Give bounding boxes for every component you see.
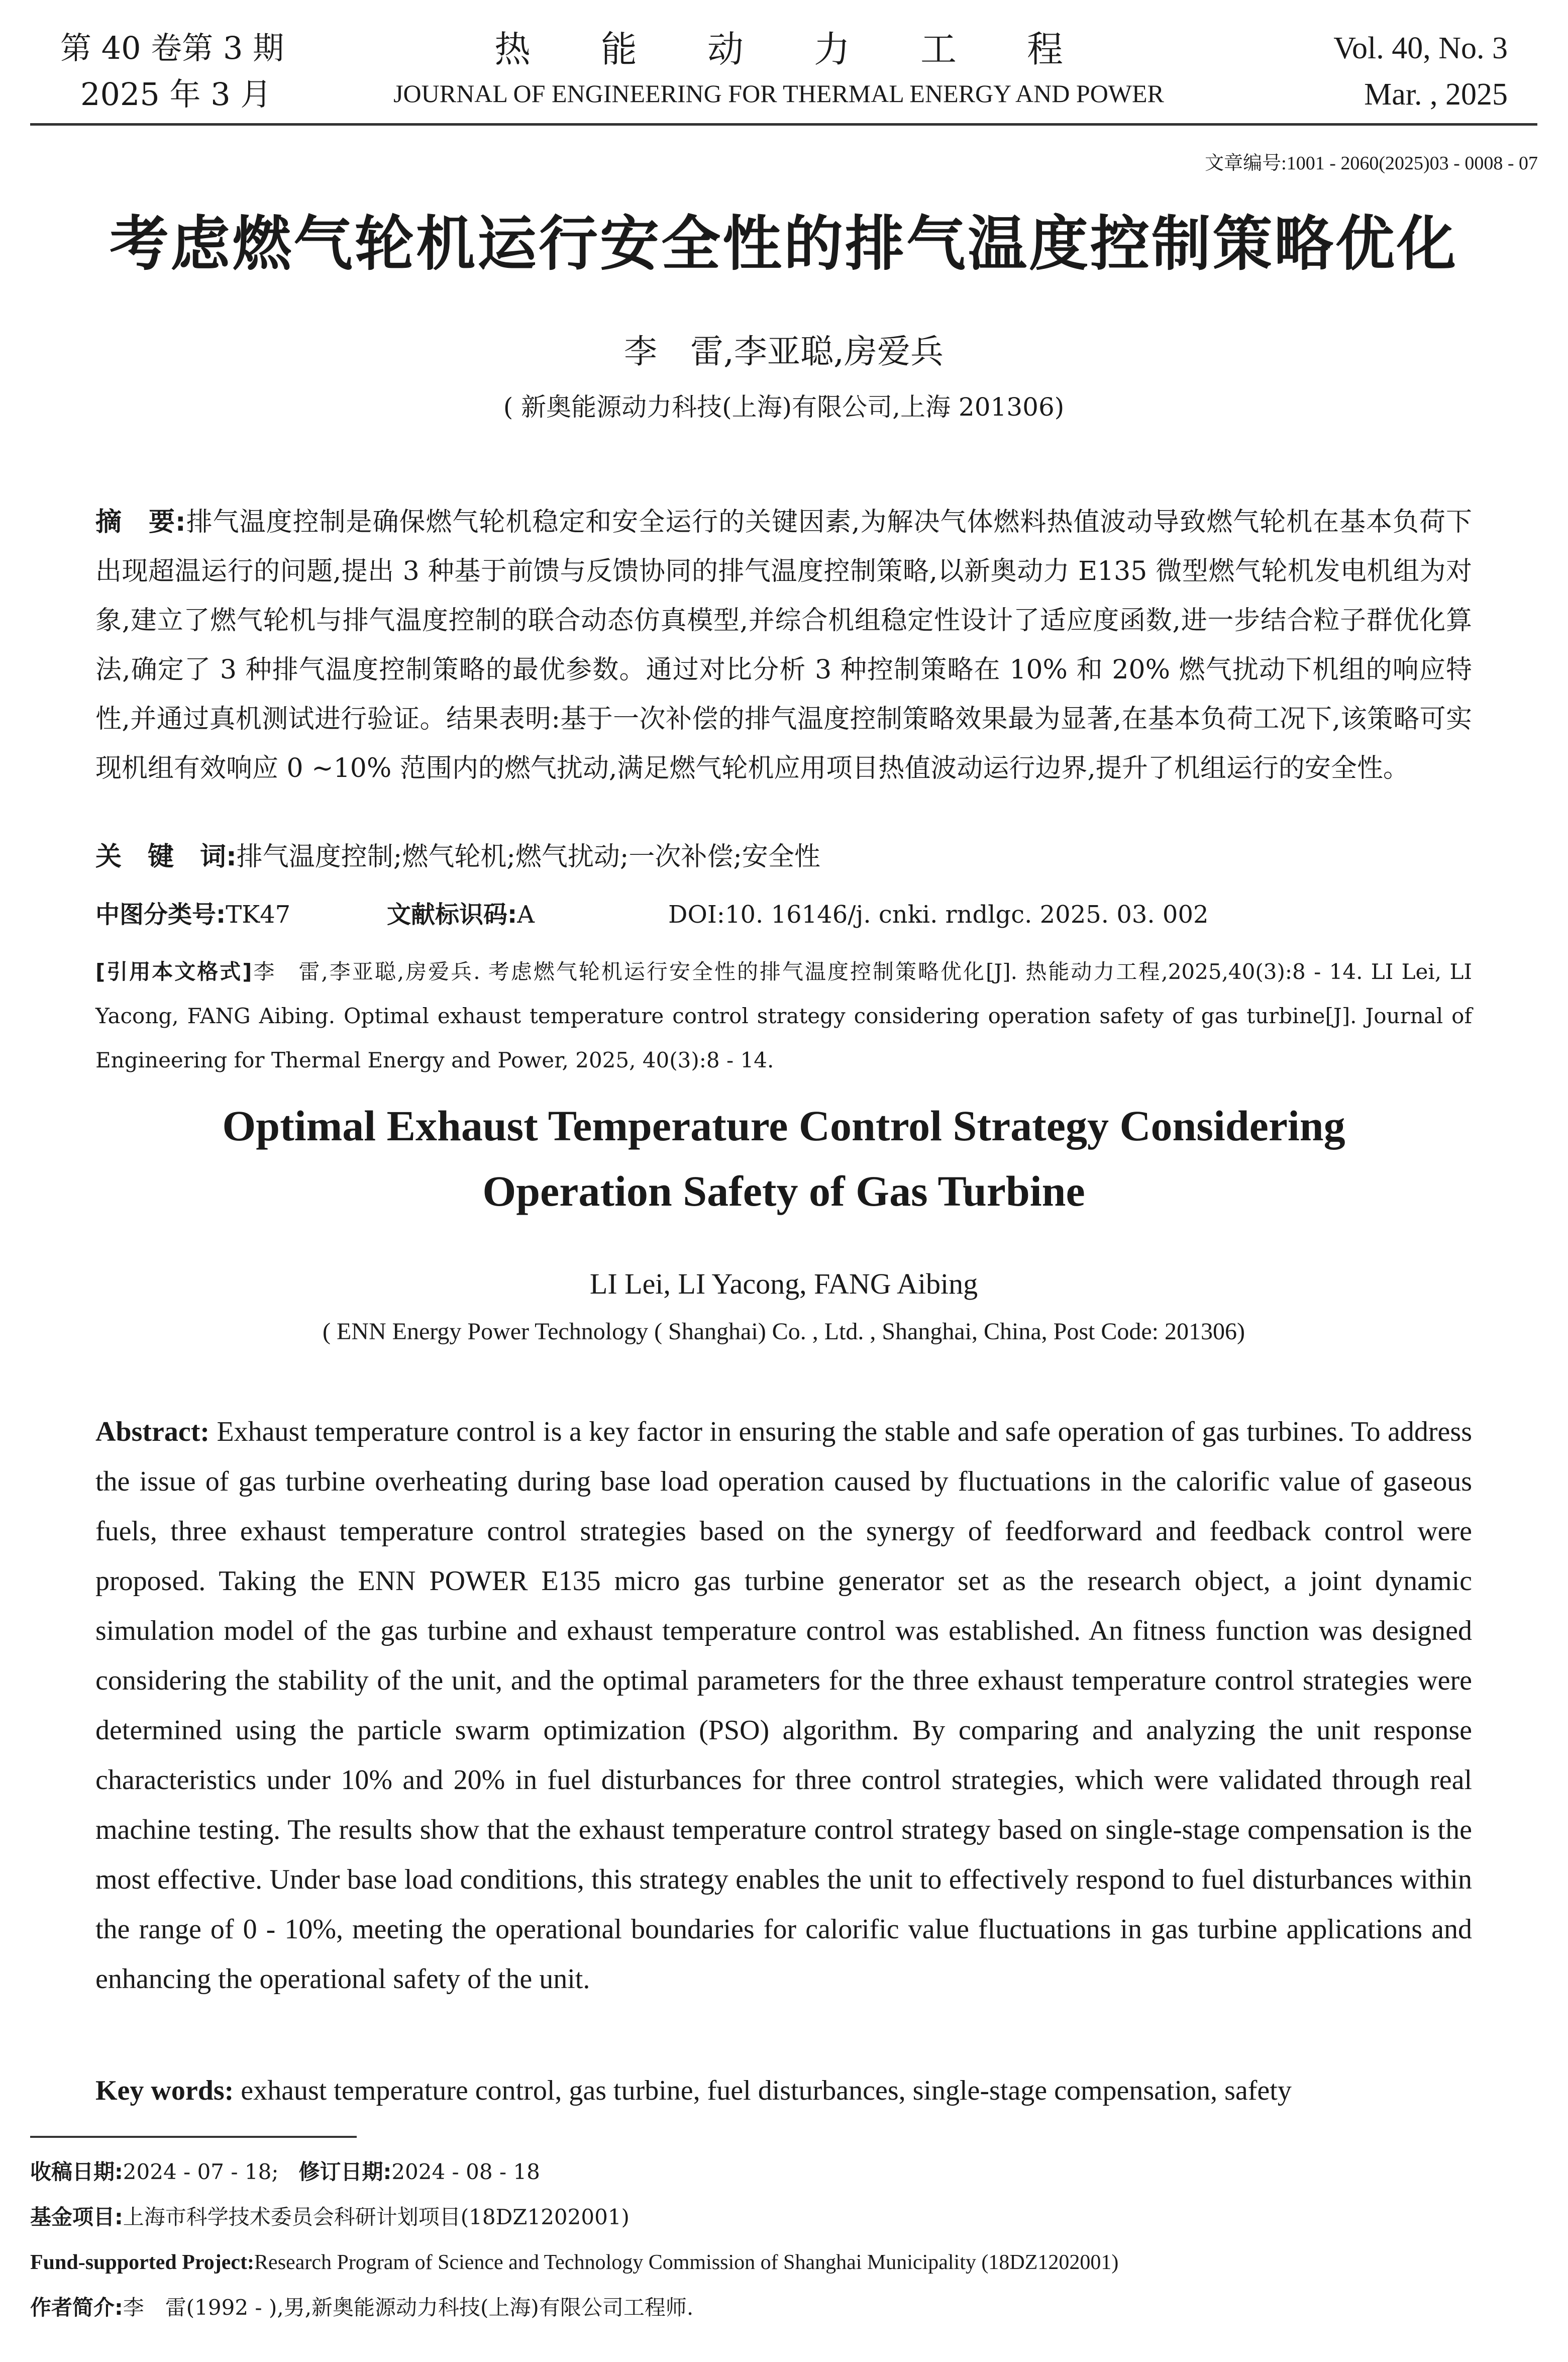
doi: DOI:10. 16146/j. cnki. rndlgc. 2025. 03. 002 bbox=[668, 901, 1209, 929]
title-en-line2: Operation Safety of Gas Turbine bbox=[482, 1167, 1085, 1215]
fund-cn-label: 基金项目: bbox=[30, 2205, 123, 2229]
doc-code-value: A bbox=[517, 901, 535, 929]
header-rule bbox=[30, 123, 1537, 126]
keywords-cn-label: 关 键 词: bbox=[95, 842, 237, 872]
abstract-cn-label: 摘 要: bbox=[95, 507, 186, 537]
authors-en: LI Lei, LI Yacong, FANG Aibing bbox=[589, 1267, 978, 1300]
footnote-rule bbox=[30, 2136, 357, 2138]
authors-cn: 李 雷,李亚聪,房爱兵 bbox=[624, 332, 944, 371]
title-en bbox=[30, 1093, 1537, 1224]
footnote-fund-en bbox=[30, 2246, 1537, 2279]
fund-en-label: Fund-supported Project: bbox=[30, 2251, 255, 2274]
citation bbox=[95, 950, 1472, 1082]
date-en: Mar. , 2025 bbox=[1364, 77, 1508, 112]
abstract-cn bbox=[95, 498, 1472, 793]
journal-name-en: JOURNAL OF ENGINEERING FOR THERMAL ENERGY AND POWER bbox=[393, 79, 1164, 108]
title-cn: 考虑燃气轮机运行安全性的排气温度控制策略优化 bbox=[109, 209, 1458, 278]
citation-text: 李 雷,李亚聪,房爱兵. 考虑燃气轮机运行安全性的排气温度控制策略优化[J]. 热能动力工程,2025,40(3):8 - 14. LI Lei, LI Yacong, FANG Aibing. Optimal exhaust temperature control strategy considering operation safety of gas turbine[J]. Journal of Engineering for Thermal Energy and Power, 2025, 40(3):8 - 14. bbox=[95, 959, 1472, 1072]
header-journal bbox=[352, 25, 1206, 114]
keywords-cn-text: 排气温度控制;燃气轮机;燃气扰动;一次补偿;安全性 bbox=[236, 842, 820, 872]
received-label: 收稿日期: bbox=[30, 2159, 123, 2184]
volume-en: Vol. 40, No. 3 bbox=[1333, 31, 1508, 65]
footnote-author bbox=[30, 2292, 1537, 2324]
clc-value: TK47 bbox=[226, 901, 291, 929]
affiliation-en: ( ENN Energy Power Technology ( Shanghai) Co. , Ltd. , Shanghai, China, Post Code: 201306) bbox=[323, 1318, 1245, 1345]
revised-label: 修订日期: bbox=[298, 2159, 392, 2184]
title-en-line1: Optimal Exhaust Temperature Control Strategy Considering bbox=[222, 1102, 1345, 1150]
article-number: 文章编号:1001 - 2060(2025)03 - 0008 - 07 bbox=[1205, 153, 1538, 174]
keywords-en-label: Key words: bbox=[95, 2075, 234, 2106]
header-volume-cn bbox=[60, 25, 284, 118]
received-value: 2024 - 07 - 18; bbox=[123, 2159, 279, 2184]
classification-line bbox=[95, 895, 1472, 935]
revised-value: 2024 - 08 - 18 bbox=[391, 2159, 540, 2184]
footnote-dates bbox=[30, 2156, 1537, 2188]
affiliation-cn: ( 新奥能源动力科技(上海)有限公司,上海 201306) bbox=[503, 392, 1065, 422]
date-cn: 2025 年 3 月 bbox=[80, 76, 272, 113]
keywords-en-text: exhaust temperature control, gas turbine, fuel disturbances, single-stage compensation, safety bbox=[234, 2075, 1292, 2106]
journal-name-cn: 热能动力工程 bbox=[494, 28, 1133, 70]
abstract-en-text: Exhaust temperature control is a key factor in ensuring the stable and safe operation of gas turbines. To address the issue of gas turbine overheating during base load operation caused by fluctuations in the calorific value of gaseous fuels, three exhaust temperature control strategies based on the synergy of feedforward and feedback control were proposed. Taking the ENN POWER E135 micro gas turbine generator set as the research object, a joint dynamic simulation model of the gas turbine and exhaust temperature control was established. An fitness function was designed considering the stability of the unit, and the optimal parameters for the three exhaust temperature control strategies were determined using the particle swarm optimization (PSO) algorithm. By comparing and analyzing the unit response characteristics under 10% and 20% in fuel disturbances for three control strategies, which were validated through real machine testing. The results show that the exhaust temperature control strategy based on single-stage compensation is the most effective. Under base load conditions, this strategy enables the unit to effectively respond to fuel disturbances within the range of 0 - 10%, meeting the operational boundaries for calorific value fluctuations in gas turbine applications and enhancing the operational safety of the unit. bbox=[95, 1416, 1472, 1995]
citation-label: [引用本文格式] bbox=[95, 959, 252, 984]
fund-cn-value: 上海市科学技术委员会科研计划项目(18DZ1202001) bbox=[123, 2205, 630, 2229]
volume-cn: 第 40 卷第 3 期 bbox=[60, 30, 284, 66]
clc-label: 中图分类号: bbox=[95, 901, 226, 929]
doc-code-label: 文献标识码: bbox=[387, 901, 517, 929]
abstract-en bbox=[95, 1407, 1472, 2004]
author-bio-value: 李 雷(1992 - ),男,新奥能源动力科技(上海)有限公司工程师. bbox=[123, 2295, 694, 2320]
footnote-fund-cn bbox=[30, 2201, 1537, 2233]
abstract-cn-text: 排气温度控制是确保燃气轮机稳定和安全运行的关键因素,为解决气体燃料热值波动导致燃气轮机在基本负荷下出现超温运行的问题,提出 3 种基于前馈与反馈协同的排气温度控制策略,以新奥动力 E135 微型燃气轮机发电机组为对象,建立了燃气轮机与排气温度控制的联合动态仿真模型,并综合机组稳定性设计了适应度函数,进一步结合粒子群优化算法,确定了 3 种排气温度控制策略的最优参数。通过对比分析 3 种控制策略在 10% 和 20% 燃气扰动下机组的响应特性,并通过真机测试进行验证。结果表明:基于一次补偿的排气温度控制策略效果最为显著,在基本负荷工况下,该策略可实现机组有效响应 0 ~10% 范围内的燃气扰动,满足燃气轮机应用项目热值波动运行边界,提升了机组运行的安全性。 bbox=[95, 507, 1472, 783]
keywords-cn bbox=[95, 834, 1472, 879]
abstract-en-label: Abstract: bbox=[95, 1416, 210, 1447]
author-bio-label: 作者简介: bbox=[30, 2295, 123, 2320]
keywords-en bbox=[95, 2068, 1472, 2113]
fund-en-value: Research Program of Science and Technology Commission of Shanghai Municipality (18DZ1202001) bbox=[254, 2251, 1119, 2274]
header-volume-en bbox=[1333, 25, 1508, 118]
